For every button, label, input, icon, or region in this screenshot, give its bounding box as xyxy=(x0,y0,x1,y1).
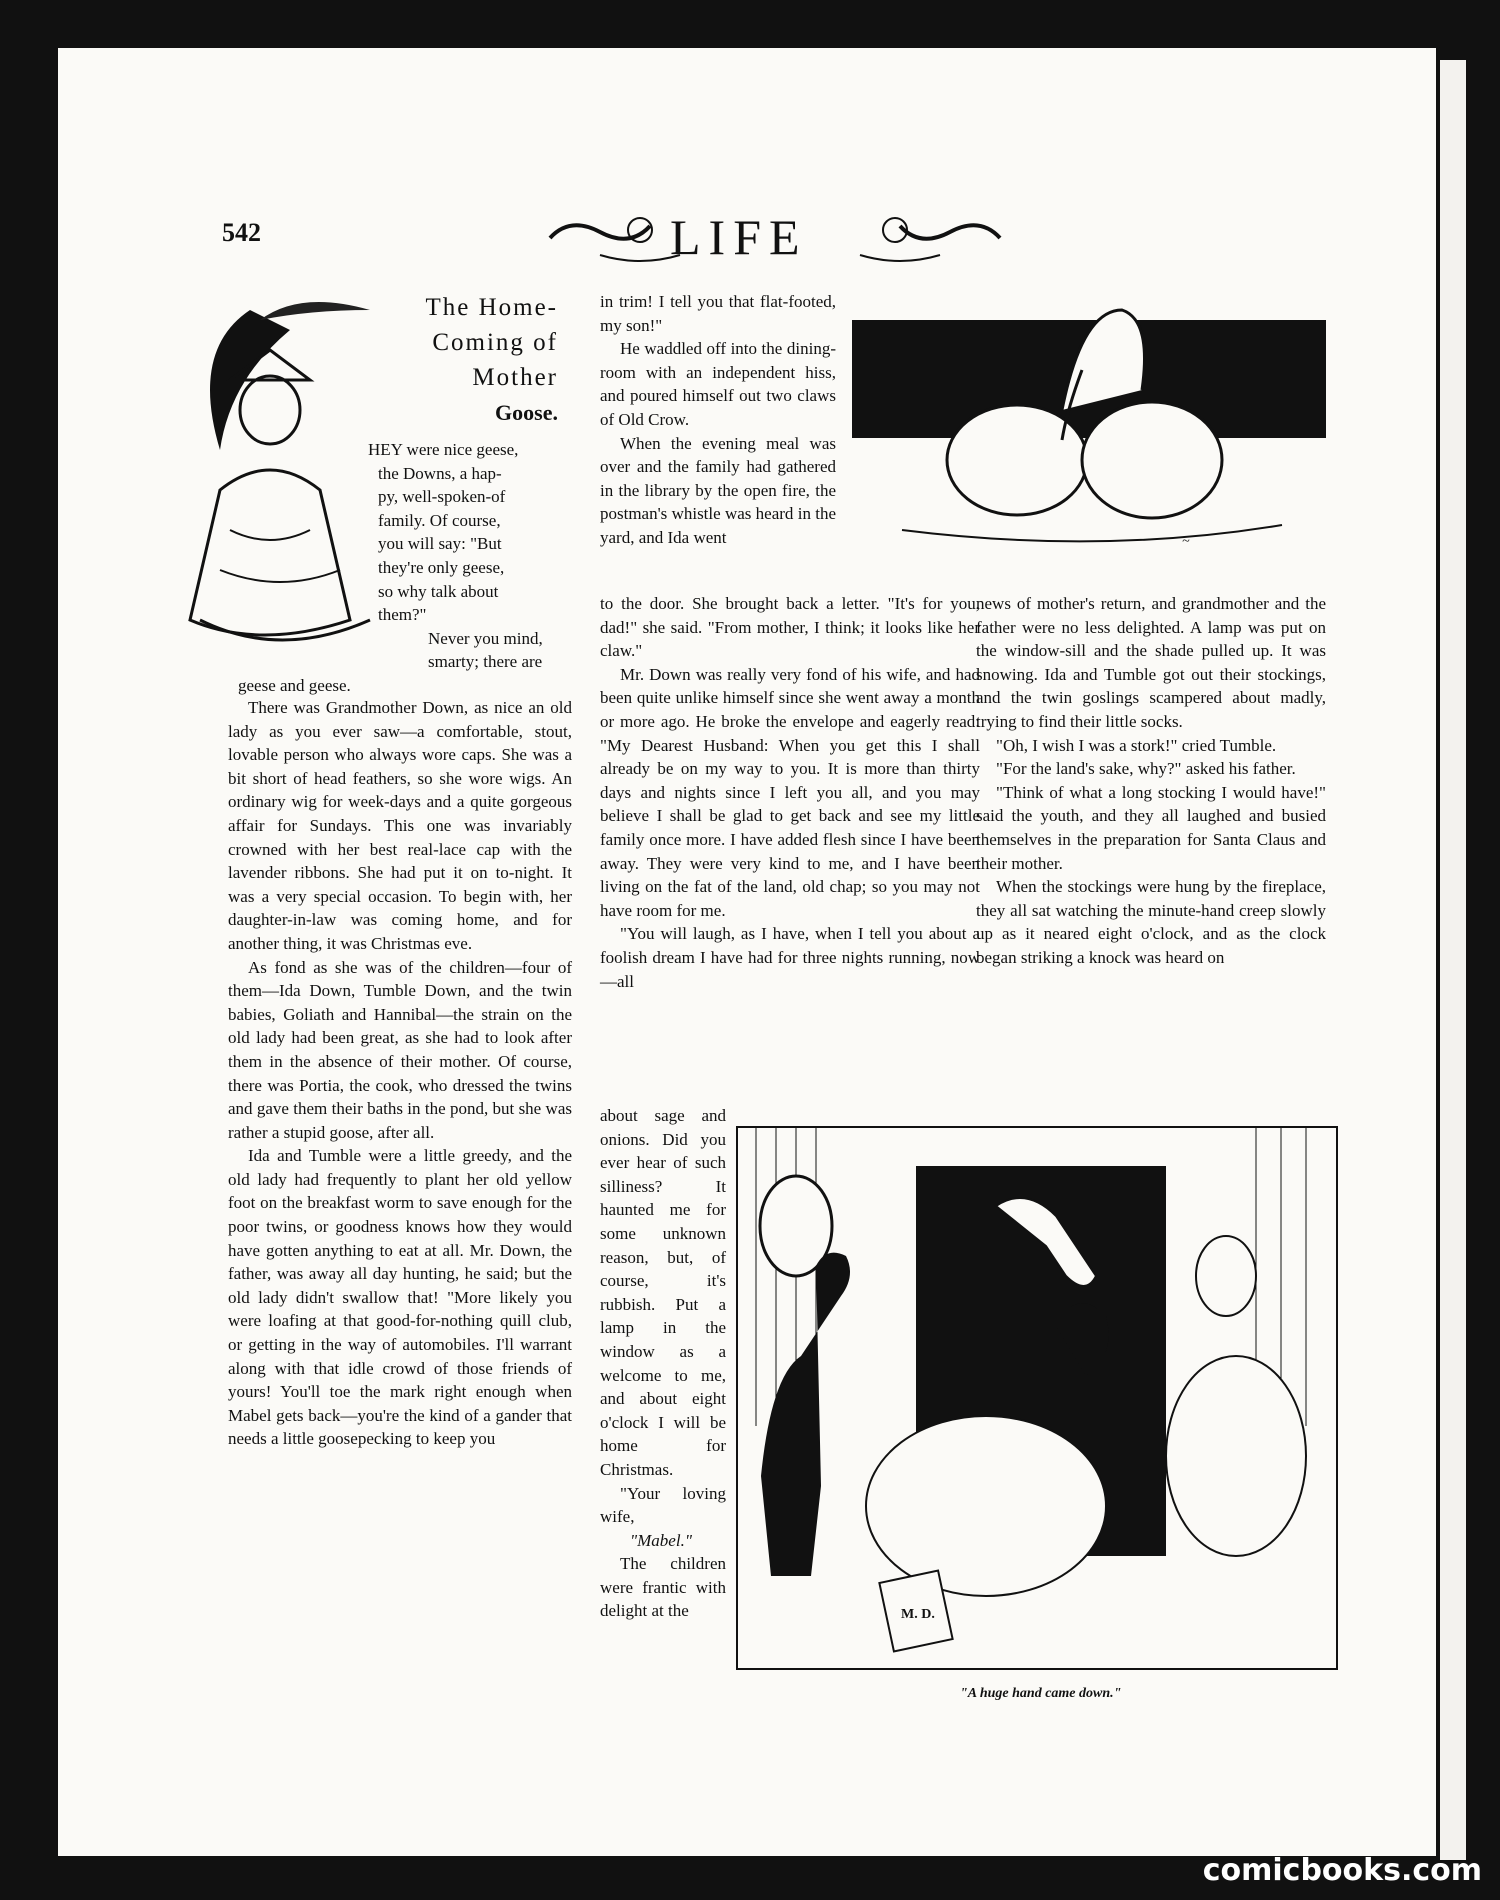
svg-text:~: ~ xyxy=(1182,534,1190,549)
mother-goose-illustration xyxy=(160,290,400,670)
headline-line-3: Mother xyxy=(472,364,558,391)
suitcase-label: M. D. xyxy=(901,1607,935,1622)
paragraph: As fond as she was of the children—four of them—Ida Down, Tumble Down, and the twin babies, Goliath and Hannibal—the strain on the old lady had been great, as she had to look after them in the absence of their mother. Of course, there was Portia, the cook, who dressed the twins and gave them their baths in the pond, but she was rather a stupid goose, after all. xyxy=(228,957,572,1142)
paragraph: Ida and Tumble were a little greedy, and the old lady had frequently to plant her old yellow foot on the breakfast worm to save enough for the poor twins, or goodness knows how they would have gotten anything to eat at all. Mr. Down, the father, was away all day hunting, he said; but the old lady didn't swallow that! "More likely you were loafing at that good-for-nothing quill club, or getting in the way of automobiles. I'll warrant along with that idle crowd of those friends of yours! You'll toe the mark right enough when Mabel gets back—you're the kind of a gander that needs a little goosepecking to keep you xyxy=(228,1146,572,1449)
intro-line: HEY were nice geese, xyxy=(368,440,519,459)
paragraph: "Mabel." xyxy=(630,1530,692,1550)
paragraph: "Think of what a long stocking I would have!" said the youth, and they all laughed and busied themselves in the preparation for Santa Claus and their mother. xyxy=(976,782,1326,873)
paragraph: When the stockings were hung by the fireplace, they all sat watching the minute-hand creep slowly up as it neared eight o'clock, and as the clock began striking a knock was heard on xyxy=(976,877,1326,967)
paragraph: The children were frantic with delight at the xyxy=(600,1554,726,1621)
headline xyxy=(388,290,558,430)
column-1 xyxy=(228,696,572,1451)
intro-line: geese and geese. xyxy=(238,675,351,695)
column-2-top xyxy=(600,290,836,550)
intro-line: you will say: "But xyxy=(378,534,502,554)
headline-line-2: Coming of xyxy=(432,329,558,356)
intro-line: so why talk about xyxy=(378,581,499,601)
column-1-intro xyxy=(238,438,572,698)
headline-line-4: Goose. xyxy=(495,400,558,425)
masthead-title: LIFE xyxy=(670,209,808,265)
intro-line: family. Of course, xyxy=(378,510,501,530)
paragraph: There was Grandmother Down, as nice an old lady as you ever saw—a comfortable, stout, lovable person who always wore caps. She was a bit short of head feathers, so she wore wigs. An ordinary wig for week-days and a quite gorgeous affair for Sundays. This one was invariably crowned with her best real-lace cap with the lavender ribbons. She had put it on to-night. It was a very special occasion. To begin with, her daughter-in-law was coming home, and for another thing, it was Christmas eve. xyxy=(228,698,572,953)
intro-line: smarty; there are xyxy=(428,652,543,672)
intro-line: they're only geese, xyxy=(378,557,505,577)
page-number: 542 xyxy=(222,218,261,247)
paragraph: "Your loving wife, xyxy=(600,1483,726,1527)
column-3 xyxy=(976,592,1326,970)
column-2-narrow xyxy=(600,1104,726,1623)
paragraph: When the evening meal was over and the family had gathered in the library by the open fire, the postman's whistle was heard in the yard, and Ida went xyxy=(600,433,836,547)
next-page-edge xyxy=(1440,60,1466,1860)
paragraph: in trim! I tell you that flat-footed, my son!" xyxy=(600,292,836,335)
illustration-caption: "A huge hand came down." xyxy=(960,1686,1122,1701)
goslings-illustration xyxy=(852,290,1326,560)
masthead xyxy=(540,200,1010,270)
headline-line-1: The Home- xyxy=(425,294,558,321)
paragraph: "You will laugh, as I have, when I tell you about a foolish dream I have had for three nights running, now—all xyxy=(600,924,980,991)
door-scene-illustration xyxy=(736,1126,1338,1670)
paragraph: "For the land's sake, why?" asked his father. xyxy=(996,759,1296,779)
intro-line: Never you mind, xyxy=(428,628,543,648)
intro-line: the Downs, a hap- xyxy=(378,463,502,483)
paragraph: news of mother's return, and grandmother and the father were no less delighted. A lamp was put on the window-sill and the shade pulled up. It was snowing. Ida and Tumble got out their stockings, and the twin goslings scampered about madly, trying to find their little socks. xyxy=(976,594,1326,731)
paragraph: "Oh, I wish I was a stork!" cried Tumble. xyxy=(996,735,1277,755)
watermark: comicbooks.com xyxy=(1202,1853,1482,1888)
paragraph: Mr. Down was really very fond of his wife, and had been quite unlike himself since she went away a month or more ago. He broke the envelope and eagerly read: "My Dearest Husband: When you get this I shall already be on my way to you. It is more than thirty days and nights since I left you all, and you may believe I shall be glad to get back and see my little family once more. I have added flesh since I have been away. They were very kind to me, and I have been living on the fat of the land, old chap; so you may not have room for me. xyxy=(600,664,980,920)
paragraph: about sage and onions. Did you ever hear of such silliness? It haunted me for some unknown reason, but, of course, it's rubbish. Put a lamp in the window as a welcome to me, and about eight o'clock I will be home for Christmas. xyxy=(600,1106,726,1479)
intro-line: py, well-spoken-of xyxy=(378,487,506,507)
paragraph: to the door. She brought back a letter. "It's for you, dad!" she said. "From mother, I think; it looks like her claw." xyxy=(600,594,980,661)
paragraph: He waddled off into the dining-room with an independent hiss, and poured himself out two claws of Old Crow. xyxy=(600,339,836,429)
column-2-wide xyxy=(600,592,980,993)
intro-line: them?" xyxy=(378,605,427,625)
